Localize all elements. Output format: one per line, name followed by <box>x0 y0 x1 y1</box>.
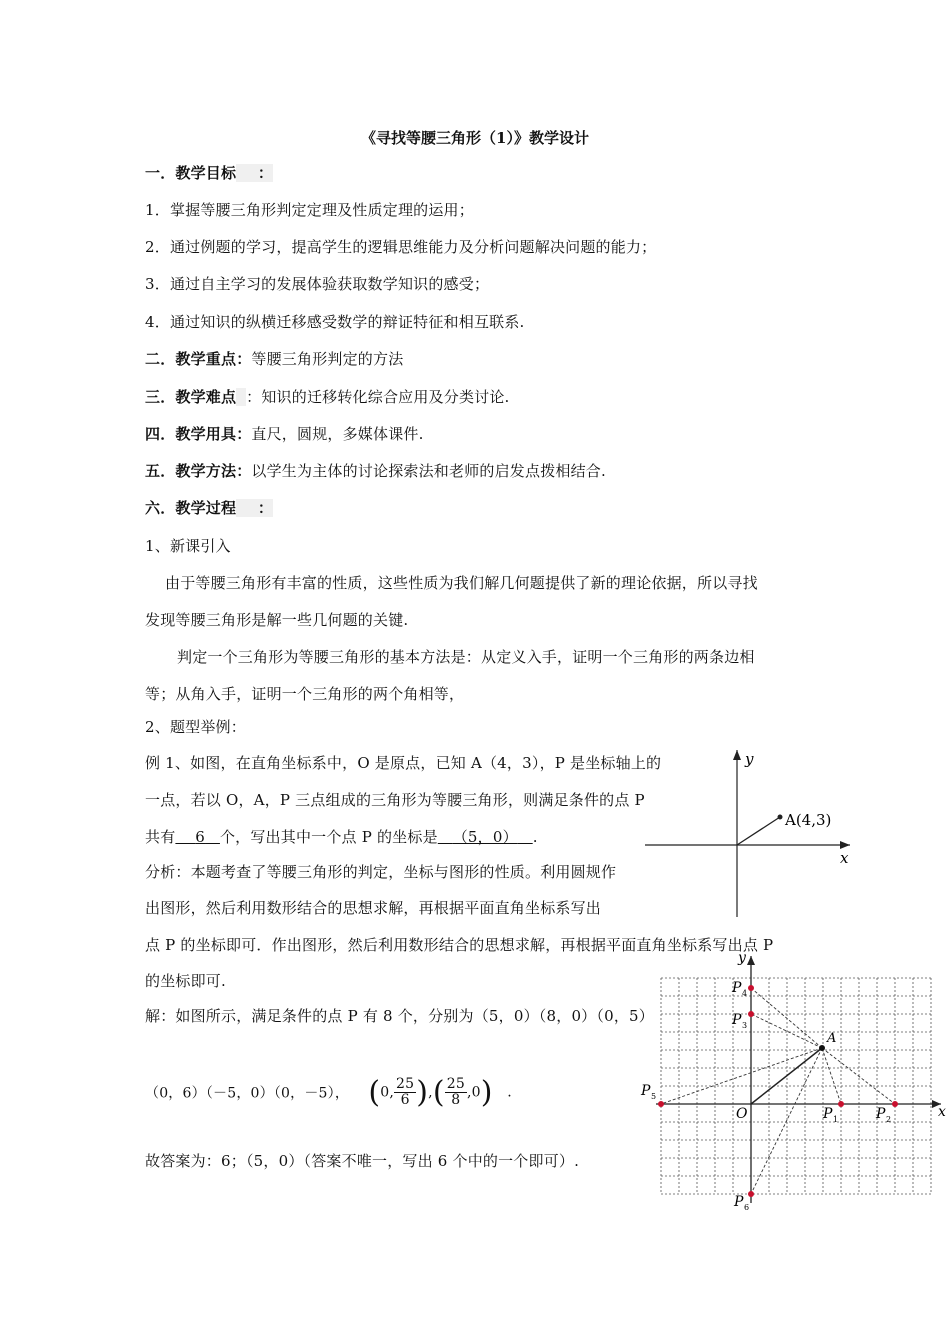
example-1-line-3: 共有 6 个，写出其中一个点 P 的坐标是 （5，0） . <box>145 828 538 846</box>
intro-paragraph-1-line-2: 发现等腰三角形是解一些几何题的关键. <box>145 611 409 629</box>
p1-label: P <box>823 1106 833 1122</box>
difficulty: 三．教学难点 ：知识的迁移转化综合应用及分类讨论. <box>145 388 510 406</box>
page-title: 《寻找等腰三角形（1）》教学设计 <box>361 129 589 147</box>
intro-paragraph-2-line-1: 判定一个三角形为等腰三角形的基本方法是：从定义入手，证明一个三角形的两条边相 <box>177 648 755 666</box>
p4-subscript: 4 <box>742 989 748 998</box>
p6-subscript: 6 <box>744 1203 750 1212</box>
p6-label: P <box>734 1194 744 1210</box>
figure-2-origin-label: O <box>736 1106 748 1122</box>
example-1-line-1: 例 1、如图，在直角坐标系中，O 是原点，已知 A（4，3），P 是坐标轴上的 <box>145 754 662 772</box>
p3-subscript: 3 <box>742 1021 748 1030</box>
objective-3: 3．通过自主学习的发展体验获取数学知识的感受； <box>145 275 490 293</box>
example-1-line-2: 一点，若以 O，A，P 三点组成的三角形为等腰三角形，则满足条件的点 P <box>145 791 645 809</box>
key-point: 二．教学重点：等腰三角形判定的方法 <box>145 350 404 368</box>
figure-1-y-label: y <box>745 750 754 768</box>
fraction-25-8: $\frac{25}{8}$ <box>446 1075 465 1108</box>
figure-2-y-label: y <box>738 950 746 966</box>
objective-4: 4．通过知识的纵横迁移感受数学的辩证特征和相互联系. <box>145 313 525 331</box>
solution-line-2: （0，6）（－5，0）（0，－5）， (0, $\frac{25}{6}$ ),( $\frac{25}{8}$ ,0) . <box>145 1075 512 1110</box>
figure-2-grid <box>636 948 950 1218</box>
intro-label: 1、新课引入 <box>145 537 231 555</box>
p4-label: P <box>732 980 742 996</box>
fraction-25-6: $\frac{25}{6}$ <box>396 1075 415 1108</box>
figure-2-a-label: A <box>827 1031 837 1046</box>
answer-line: 故答案为：6；（5，0）（答案不唯一，写出 6 个中的一个即可）. <box>145 1152 580 1170</box>
process-heading: 六．教学过程 ： <box>145 499 274 517</box>
examples-label: 2、题型举例： <box>145 718 246 736</box>
method: 五．教学方法：以学生为主体的讨论探索法和老师的启发点拨相结合. <box>145 462 606 480</box>
figure-1-axes <box>640 745 860 925</box>
analysis-line-2: 出图形，然后利用数形结合的思想求解，再根据平面直角坐标系写出 <box>145 899 602 917</box>
grid-lines <box>661 978 931 1194</box>
figure-1-x-label: x <box>840 849 849 867</box>
p5-label: P <box>641 1083 651 1099</box>
p2-subscript: 2 <box>886 1115 892 1124</box>
p3-label: P <box>732 1012 742 1028</box>
p5-subscript: 5 <box>651 1092 657 1101</box>
solution-line-1: 解：如图所示，满足条件的点 P 有 8 个，分别为（5，0）（8，0）（0，5） <box>145 1007 654 1025</box>
tools: 四．教学用具：直尺，圆规，多媒体课件. <box>145 425 424 443</box>
analysis-line-3: 点 P 的坐标即可．作出图形，然后利用数形结合的思想求解，再根据平面直角坐标系写出点 P <box>145 936 774 954</box>
objective-2: 2．通过例题的学习，提高学生的逻辑思维能力及分析问题解决问题的能力； <box>145 238 657 256</box>
intro-paragraph-2-line-2: 等；从角入手，证明一个三角形的两个角相等， <box>145 685 465 703</box>
intro-paragraph-1-line-1: 由于等腰三角形有丰富的性质，这些性质为我们解几何题提供了新的理论依据，所以寻找 <box>165 574 758 592</box>
p1-subscript: 1 <box>833 1115 839 1124</box>
objectives-heading: 一．教学目标 ： <box>145 164 274 182</box>
analysis-line-4: 的坐标即可. <box>145 972 226 990</box>
objective-1: 1．掌握等腰三角形判定定理及性质定理的运用； <box>145 201 474 219</box>
figure-1-point-label: A(4,3) <box>785 811 832 829</box>
figure-2-x-label: x <box>938 1104 946 1120</box>
analysis-line-1: 分析：本题考查了等腰三角形的判定，坐标与图形的性质。利用圆规作 <box>145 863 617 881</box>
p2-label: P <box>876 1106 886 1122</box>
